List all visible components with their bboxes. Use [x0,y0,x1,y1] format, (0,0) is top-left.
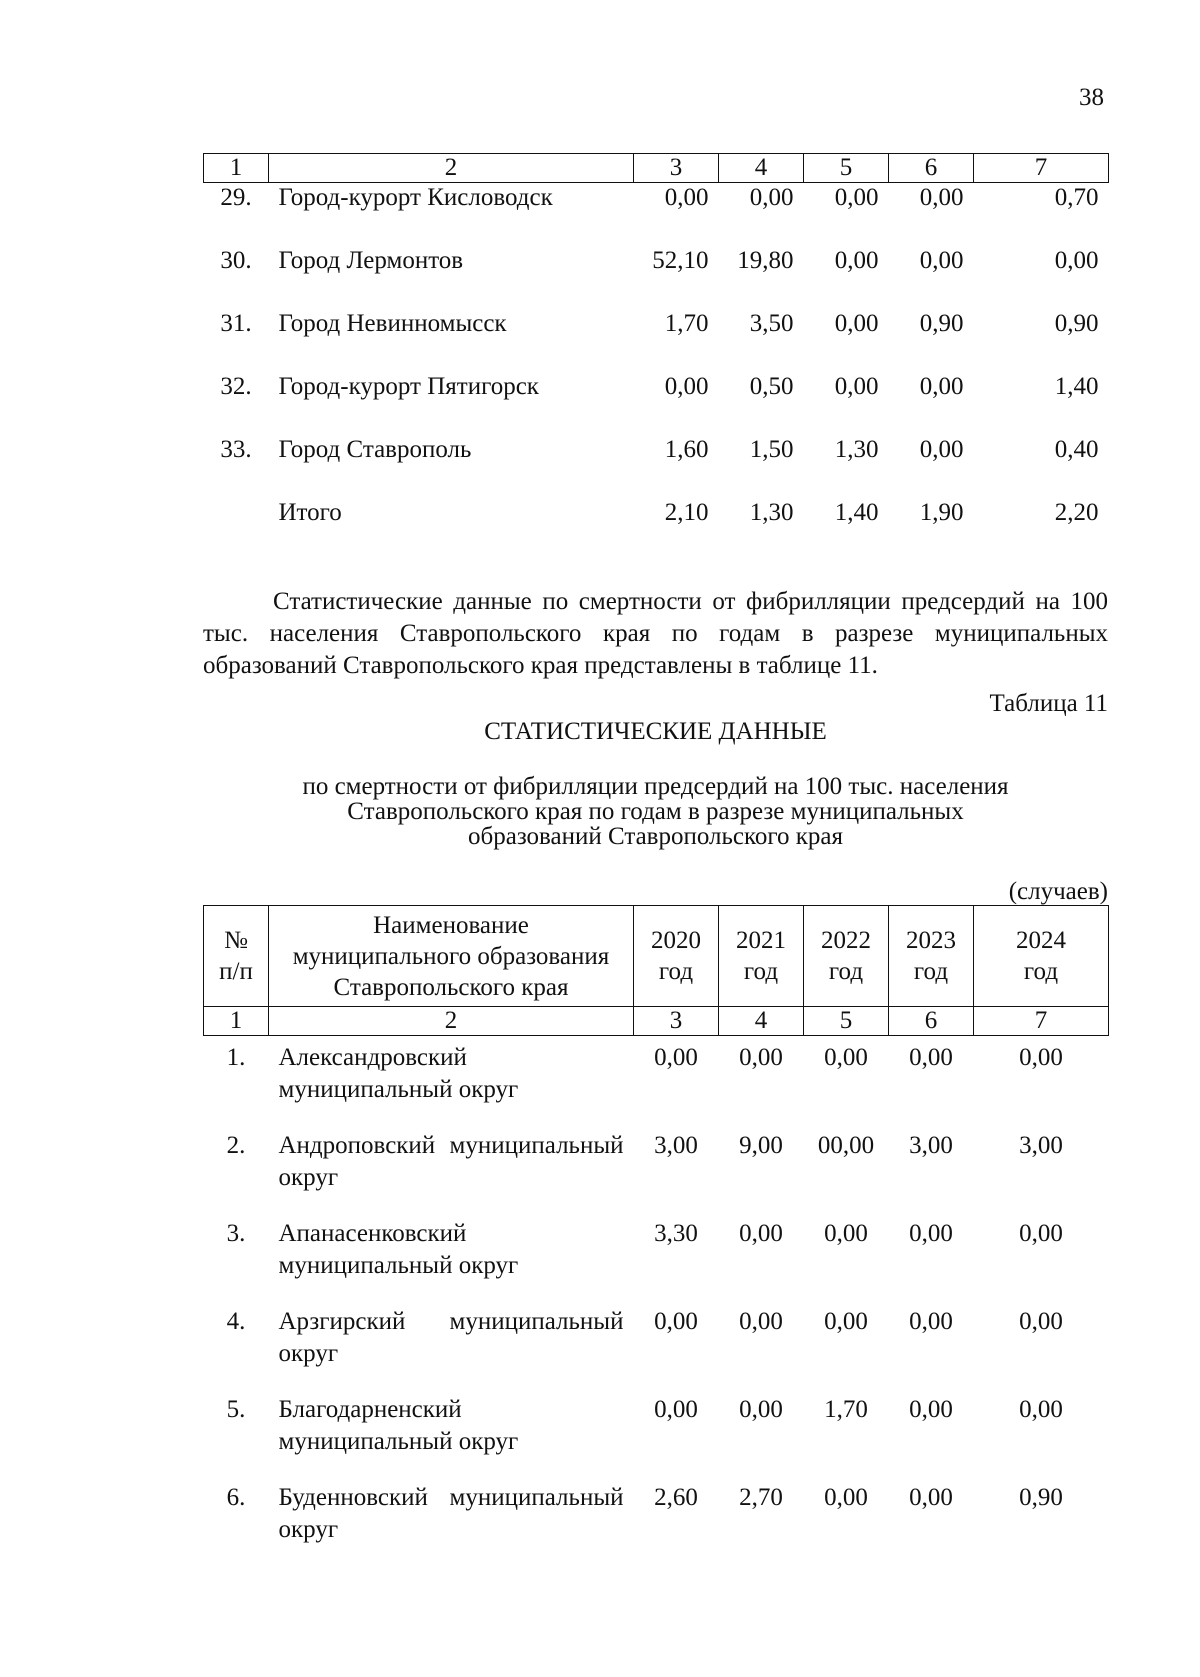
value-cell: 0,00 [1019,1044,1063,1071]
municipality-name: Город Невинномысск [278,310,507,337]
table-row [204,1300,1109,1388]
value-cell: 0,00 [739,1308,783,1335]
header-text: № [224,927,248,954]
municipality-name: Город-курорт Пятигорск [278,373,539,400]
value-cell: 0,00 [1054,247,1099,274]
value-cell: 3,00 [654,1132,698,1159]
header-year [804,906,889,1007]
table-row [204,1388,1109,1476]
value-cell: 0,00 [919,373,964,400]
value-cell: 1,60 [664,436,709,463]
table-row [204,309,1109,372]
column-number: 4 [719,1007,804,1036]
value-cell: 0,00 [909,1396,953,1423]
column-number-row [204,1007,1109,1036]
value-cell: 19,80 [737,247,794,274]
header-text: 2020 [651,927,701,954]
subtitle-line: образований Ставропольского края [468,823,843,850]
municipality-name: Александровский муниципальный округ [278,1044,519,1103]
header-text: п/п [219,958,253,985]
value-cell: 0,00 [664,184,709,211]
header-text: Ставропольского края [333,973,569,1001]
table-row [204,183,1109,247]
value-cell: 0,00 [834,247,879,274]
row-number: 30. [220,247,252,274]
subtitle-line: по смертности от фибрилляции предсердий на 100 тыс. населения [302,773,1009,800]
value-cell: 0,00 [1019,1308,1063,1335]
value-cell: 1,30 [749,499,794,526]
value-cell: 3,30 [654,1220,698,1247]
table-title: СТАТИСТИЧЕСКИЕ ДАННЫЕ [484,718,827,745]
value-cell: 0,00 [909,1220,953,1247]
municipality-name: Город-курорт Кисловодск [278,184,553,211]
header-text: год [1023,958,1059,985]
header-number [204,906,269,1007]
value-cell: 0,00 [919,436,964,463]
row-number: 1. [226,1044,246,1071]
value-cell: 0,70 [1054,184,1099,211]
header-year [719,906,804,1007]
row-number: 3. [226,1220,246,1247]
value-cell: 0,90 [1054,310,1099,337]
municipality-name: Андроповский муниципальный округ [278,1132,624,1191]
header-text: год [828,958,864,985]
value-cell: 0,00 [834,184,879,211]
column-number: 6 [889,1007,974,1036]
column-number: 6 [889,154,974,183]
column-number: 1 [204,1007,269,1036]
column-number: 7 [974,154,1109,183]
header-text: год [743,958,779,985]
value-cell: 0,00 [654,1308,698,1335]
row-number: 2. [226,1132,246,1159]
value-cell: 0,00 [919,184,964,211]
value-cell: 0,00 [824,1044,868,1071]
table-row [204,1124,1109,1212]
municipality-name: Благодарненский муниципальный округ [278,1396,519,1455]
row-number [204,498,269,561]
value-cell: 0,00 [909,1484,953,1511]
municipality-name: Арзгирский муниципальный округ [278,1308,624,1367]
value-cell: 3,00 [909,1132,953,1159]
subtitle-line: Ставропольского края по годам в разрезе муниципальных [347,798,964,825]
column-number: 2 [269,1007,634,1036]
value-cell: 0,90 [1019,1484,1063,1511]
value-cell: 0,00 [654,1396,698,1423]
column-number: 7 [974,1007,1109,1036]
table-row [204,435,1109,498]
value-cell: 0,00 [909,1044,953,1071]
municipality-name: Город Лермонтов [278,247,464,274]
column-number: 5 [804,1007,889,1036]
row-number: 29. [220,184,252,211]
value-cell: 0,00 [834,373,879,400]
table-subtitle [203,774,1108,849]
value-cell: 0,00 [664,373,709,400]
header-year [974,906,1109,1007]
row-number: 6. [226,1484,246,1511]
header-text: 2022 [821,927,871,954]
value-cell: 1,90 [919,499,964,526]
total-label: Итого [278,499,342,526]
page-number: 38 [1079,84,1104,111]
table-row [204,246,1109,309]
header-year [889,906,974,1007]
header-text: 2021 [736,927,786,954]
value-cell: 0,00 [739,1044,783,1071]
value-cell: 0,00 [1019,1396,1063,1423]
row-number: 5. [226,1396,246,1423]
table-11 [203,905,1109,1564]
value-cell: 00,00 [817,1132,875,1159]
value-cell: 2,20 [1054,499,1099,526]
column-number: 4 [719,154,804,183]
row-number: 4. [226,1308,246,1335]
value-cell: 0,50 [749,373,794,400]
column-number: 3 [634,154,719,183]
table-row [204,1476,1109,1564]
header-text: 2024 [1016,927,1066,954]
value-cell: 0,40 [1054,436,1099,463]
column-number: 5 [804,154,889,183]
body-paragraph: Статистические данные по смертности от фибрилляции предсердий на 100 тыс. населения Ставропольского края по годам в разрезе муниципальных образований Ставропольского края представлены в таблице 11. [203,588,1108,679]
value-cell: 0,00 [739,1220,783,1247]
value-cell: 0,00 [919,247,964,274]
row-number: 32. [220,373,252,400]
value-cell: 0,00 [824,1484,868,1511]
header-text: муниципального образования [292,942,610,970]
value-cell: 1,30 [834,436,879,463]
value-cell: 2,60 [654,1484,698,1511]
header-text: 2023 [906,927,956,954]
value-cell: 9,00 [739,1132,783,1159]
value-cell: 0,00 [824,1308,868,1335]
units-label: (случаев) [1008,878,1108,905]
column-number-row [204,154,1109,183]
value-cell: 3,00 [1019,1132,1063,1159]
table-header-row [204,906,1109,1007]
value-cell: 1,70 [664,310,709,337]
value-cell: 0,00 [749,184,794,211]
municipality-name: Апанасенковский муниципальный округ [278,1220,519,1279]
municipality-name: Буденновский муниципальный округ [278,1484,624,1543]
row-number: 33. [220,436,252,463]
header-text: год [913,958,949,985]
value-cell: 2,10 [664,499,709,526]
value-cell: 0,00 [824,1220,868,1247]
table-row [204,1212,1109,1300]
value-cell: 0,00 [739,1396,783,1423]
table-row [204,372,1109,435]
header-text: год [658,958,694,985]
value-cell: 0,00 [909,1308,953,1335]
value-cell: 0,00 [834,310,879,337]
column-number: 1 [204,154,269,183]
value-cell: 52,10 [652,247,709,274]
value-cell: 1,40 [834,499,879,526]
header-text: Наименование [373,911,529,939]
value-cell: 1,40 [1054,373,1099,400]
row-number: 31. [220,310,252,337]
municipality-name: Город Ставрополь [278,436,472,463]
table-label: Таблица 11 [989,690,1108,717]
column-number: 2 [269,154,634,183]
total-row [204,498,1109,561]
value-cell: 0,00 [654,1044,698,1071]
table-10-continuation [203,153,1109,561]
value-cell: 1,50 [749,436,794,463]
column-number: 3 [634,1007,719,1036]
value-cell: 1,70 [824,1396,868,1423]
value-cell: 2,70 [739,1484,783,1511]
value-cell: 0,00 [1019,1220,1063,1247]
value-cell: 0,90 [919,310,964,337]
table-row [204,1036,1109,1125]
value-cell: 3,50 [749,310,794,337]
header-name [269,906,634,1007]
header-year [634,906,719,1007]
